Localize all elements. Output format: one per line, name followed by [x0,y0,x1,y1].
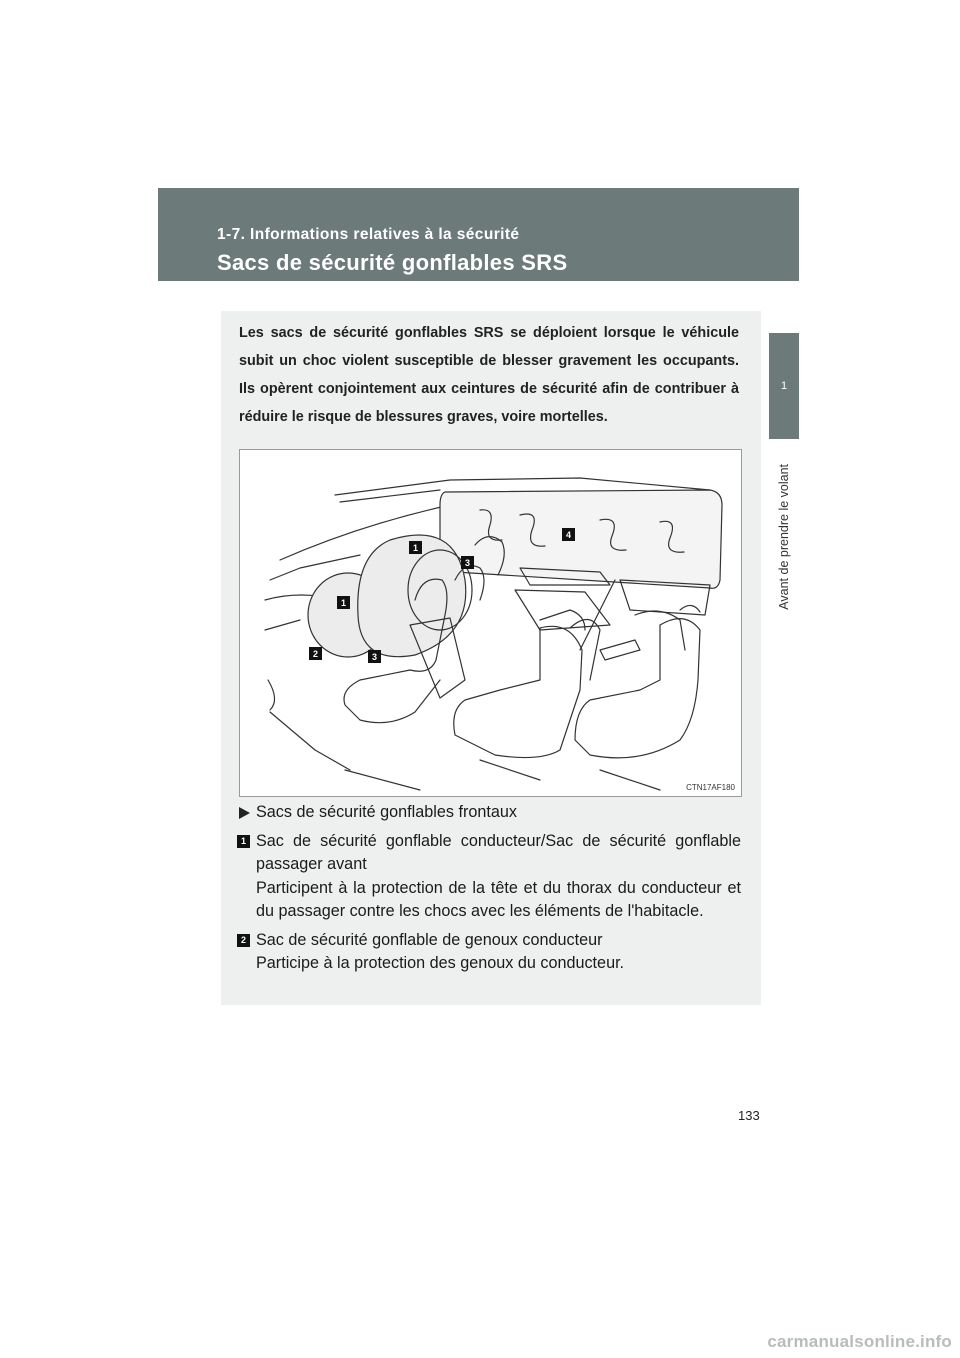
list-item-title: Sac de sécurité gonflable conducteur/Sac de sécurité gonflable passager avant [256,831,741,873]
car-interior-drawing [240,450,741,796]
content-box [221,311,761,1005]
airbag-illustration [239,449,742,797]
list-item-knee-airbag [237,929,741,976]
figure-label-3: 3 [464,558,471,568]
list-item-description: Participent à la protection de la tête et du thorax du conducteur et du passager contre les chocs avec les éléments de l'habitacle. [256,878,741,920]
chapter-tab-label [769,447,799,627]
figure-label-3: 3 [371,652,378,662]
list-item-description: Participe à la protection des genoux du conducteur. [256,954,625,972]
figure-code: CTN17AF180 [686,783,735,792]
list-item-title: Sacs de sécurité gonflables frontaux [256,803,517,821]
figure-label-1: 1 [412,543,419,553]
intro-paragraph: Les sacs de sécurité gonflables SRS se déploient lorsque le véhicule subit un choc violent susceptible de blesser gravement les occupants. Ils opèrent conjointement aux ceintures de sécurité afin de contribuer à réduire le risque de blessures graves, voire mortelles. [239,325,739,425]
page-title: Sacs de sécurité gonflables SRS [217,250,568,275]
chapter-tab-text: Avant de prendre le volant [777,464,791,610]
arrow-icon [239,807,250,819]
list-item-frontal [237,801,741,825]
figure-label-2: 2 [312,649,319,659]
page-number: 133 [738,1108,760,1123]
list-item-front-airbags [237,830,741,924]
figure-label-4: 4 [565,530,572,540]
section-label: 1-7. Informations relatives à la sécurité [217,226,520,243]
chapter-tab-number: 1 [769,333,799,439]
airbag-list [237,801,741,976]
figure-label-1: 1 [340,598,347,608]
list-item-title: Sac de sécurité gonflable de genoux conducteur [256,930,603,949]
chapter-header [158,188,799,281]
number-badge: 1 [237,835,250,848]
watermark: carmanualsonline.info [767,1332,952,1351]
number-badge: 2 [237,934,250,947]
